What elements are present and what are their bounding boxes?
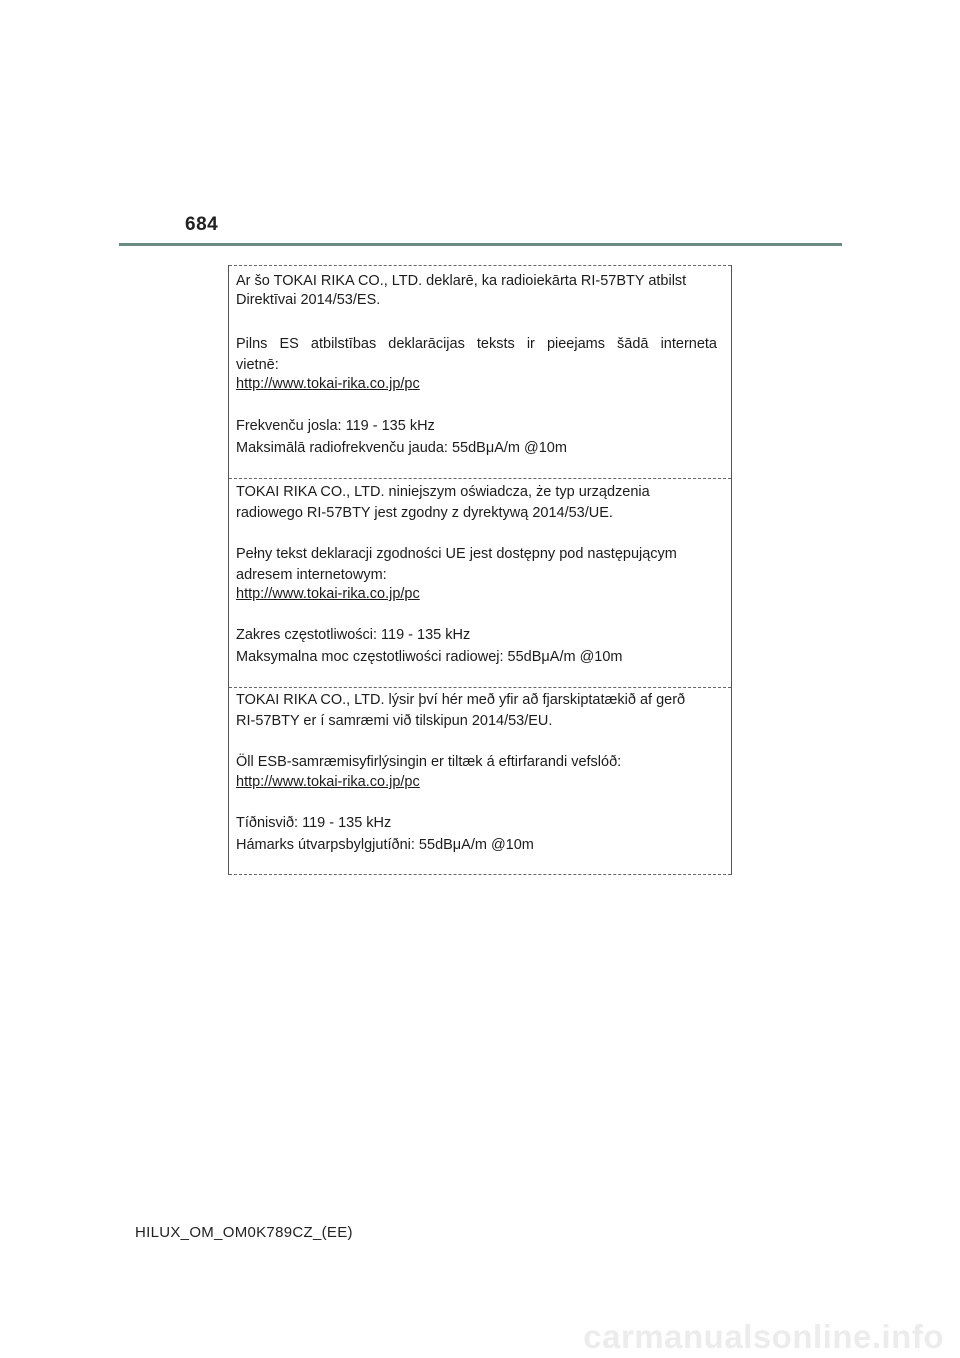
max-power: Hámarks útvarpsbylgjutíðni: 55dBμA/m @10m <box>236 837 534 853</box>
fulltext-line: adresem internetowym: <box>236 567 387 583</box>
fulltext-line: Öll ESB-samræmisyfirlýsingin er tiltæk á eftirfarandi vefslóð: <box>236 754 622 770</box>
declaration-link[interactable]: http://www.tokai-rika.co.jp/pc <box>236 376 420 392</box>
statement-line: radiowego RI-57BTY jest zgodny z dyrektywą 2014/53/UE. <box>236 505 613 521</box>
declaration-section-polish <box>229 478 731 687</box>
fulltext-line: Pilns ES atbilstības deklarācijas teksts ir pieejams šādā interneta <box>236 336 717 352</box>
max-power: Maksimālā radiofrekvenču jauda: 55dBμA/m @10m <box>236 440 567 456</box>
page-number: 684 <box>185 214 219 235</box>
statement-line: Direktīvai 2014/53/ES. <box>236 292 381 308</box>
declaration-section-latvian <box>229 265 731 478</box>
frequency-band: Tíðnisvið: 119 - 135 kHz <box>236 815 392 831</box>
frequency-band: Frekvenču josla: 119 - 135 kHz <box>236 418 435 434</box>
fulltext-line: Pełny tekst deklaracji zgodności UE jest dostępny pod następującym <box>236 546 677 562</box>
header-divider <box>119 243 842 246</box>
declaration-link[interactable]: http://www.tokai-rika.co.jp/pc <box>236 586 420 602</box>
statement-line: TOKAI RIKA CO., LTD. lýsir því hér með yfir að fjarskiptatækið af gerð <box>236 692 686 708</box>
max-power: Maksymalna moc częstotliwości radiowej: 55dBμA/m @10m <box>236 649 623 665</box>
declaration-box <box>228 265 732 875</box>
frequency-band: Zakres częstotliwości: 119 - 135 kHz <box>236 627 471 643</box>
statement-line: Ar šo TOKAI RIKA CO., LTD. deklarē, ka radioiekārta RI-57BTY atbilst <box>236 273 687 289</box>
statement-line: TOKAI RIKA CO., LTD. niniejszym oświadcza, że typ urządzenia <box>236 484 650 500</box>
statement-line: RI-57BTY er í samræmi við tilskipun 2014/53/EU. <box>236 713 553 729</box>
declaration-section-icelandic <box>229 687 731 875</box>
manual-code: HILUX_OM_OM0K789CZ_(EE) <box>135 1224 353 1241</box>
fulltext-line: vietnē: <box>236 357 279 373</box>
declaration-link[interactable]: http://www.tokai-rika.co.jp/pc <box>236 774 420 790</box>
watermark: carmanualsonline.info <box>583 1318 944 1355</box>
